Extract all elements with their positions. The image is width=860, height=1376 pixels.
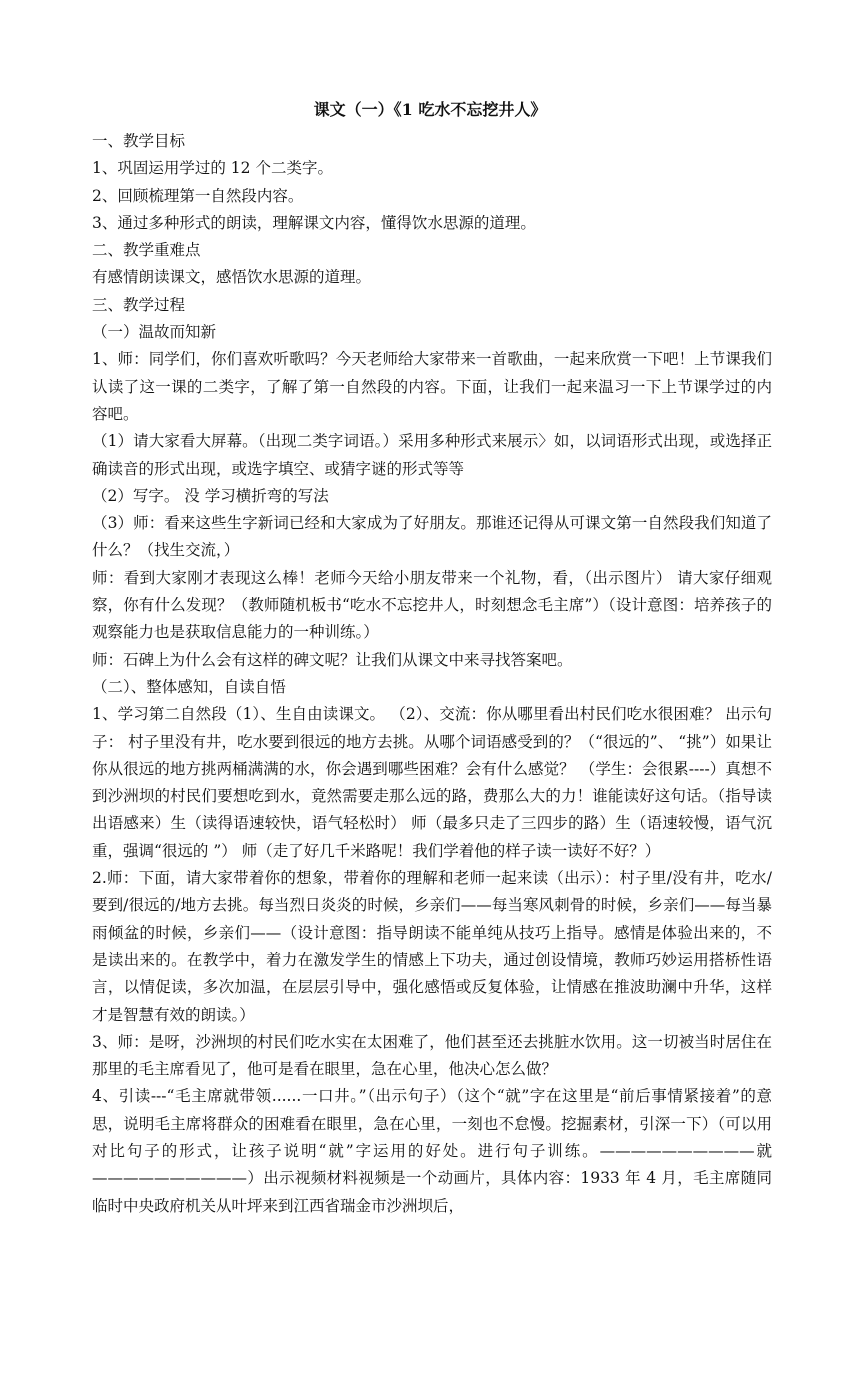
review-step-1-3: （3）师：看来这些生字新词已经和大家成为了好朋友。那谁还记得从可课文第一自然段我们知道了什么？（找生交流，） [92,514,772,560]
goal-item-1: 1、巩固运用学过的 12 个二类字。 [92,159,333,178]
heading-key-points: 二、教学重难点 [92,241,201,260]
subheading-review: （一）温故而知新 [92,323,217,342]
perception-step-3: 3、师：是呀，沙洲坝的村民们吃水实在太困难了，他们甚至还去挑脏水饮用。这一切被当时居住在那里的毛主席看见了，他可是看在眼里，急在心里，他决心怎么做？ [92,1032,772,1079]
lesson-title: 课文（一）《1 吃水不忘挖井人》 [313,100,547,119]
subheading-overall-perception: （二）、整体感知，自读自悟 [92,677,286,696]
review-step-1-1: （1）请大家看大屏幕。（出现二类字词语。）采用多种形式来展示〉如，以词语形式出现，或选择正确读音的形式出现，或选字填空、或猜字谜的形式等等 [92,432,772,478]
heading-teaching-process: 三、教学过程 [92,295,186,314]
document-body [92,128,772,1220]
perception-step-2: 2.师：下面，请大家带着你的想象，带着你的理解和老师一起来读（出示）：村子里/没有井，吃水/要到/很远的/地方去挑。每当烈日炎炎的时候，乡亲们——每当寒风刺骨的时候，乡亲们——每当暴雨倾盆的时候，乡亲们——（设计意图：指导朗读不能单纯从技巧上指导。感情是体验出来的，不是读出来的。在教学中，着力在激发学生的情感上下功夫，通过创设情境，教师巧妙运用搭桥性语言，以情促读，多次加温，在层层引导中，强化感悟或反复体验，让情感在推波助澜中升华，这样才是智慧有效的朗读。） [92,869,772,1024]
perception-step-1: 1、学习第二自然段（1）、生自由读课文。 （2）、交流：你从哪里看出村民们吃水很困难？ 出示句子： 村子里没有井，吃水要到很远的地方去挑。从哪个词语感受到的？（“很远的”、 “挑”）如果让你从很远的地方挑两桶满满的水，你会遇到哪些困难？会有什么感觉？ （学生：会很累----）真想不到沙洲坝的村民们要想吃到水，竟然需要走那么远的路，费那么大的力！谁能读好这句话。（指导读出语感来）生（读得语速较快，语气轻松时） 师（最多只走了三四步的路）生（语速较慢，语气沉重，强调“很远的 ”） 师（走了好几千米路呢！我们学着他的样子读一读好不好？） [92,705,772,860]
goal-item-3: 3、通过多种形式的朗读，理解课文内容，懂得饮水思源的道理。 [92,213,536,232]
heading-teaching-goals: 一、教学目标 [92,132,186,150]
perception-step-4: 4、引读---“毛主席就带领......一口井。”（出示句子）（这个“就”字在这里是“前后事情紧接着”的意思，说明毛主席将群众的困难看在眼里，急在心里，一刻也不怠慢。挖掘素材，引深一下）（可以用对比句子的形式，让孩子说明“就”字运用的好处。进行句子训练。——————————就——————————）出示视频材料视频是一个动画片，具体内容：1933 年 4 月，毛主席随同临时中央政府机关从叶坪来到江西省瑞金市沙洲坝后， [92,1087,772,1215]
review-step-1: 1、师：同学们，你们喜欢听歌吗？今天老师给大家带来一首歌曲，一起来欣赏一下吧！上节课我们认读了这一课的二类字，了解了第一自然段的内容。下面，让我们一起来温习一下上节课学过的内容吧。 [92,350,772,423]
teacher-stele-question: 师：石碑上为什么会有这样的碑文呢？让我们从课文中来寻找答案吧。 [92,650,573,669]
teacher-gift-paragraph: 师：看到大家刚才表现这么棒！老师今天给小朋友带来一个礼物，看，（出示图片） 请大家仔细观察，你有什么发现？（教师随机板书“吃水不忘挖井人，时刻想念毛主席”）（设计意图：培养孩子的观察能力也是获取信息能力的一种训练。） [92,568,772,642]
key-points-text: 有感情朗读课文，感悟饮水思源的道理。 [92,268,372,287]
goal-item-2: 2、回顾梳理第一自然段内容。 [92,186,304,205]
review-step-1-2: （2）写字。 没 学习横折弯的写法 [92,486,329,505]
